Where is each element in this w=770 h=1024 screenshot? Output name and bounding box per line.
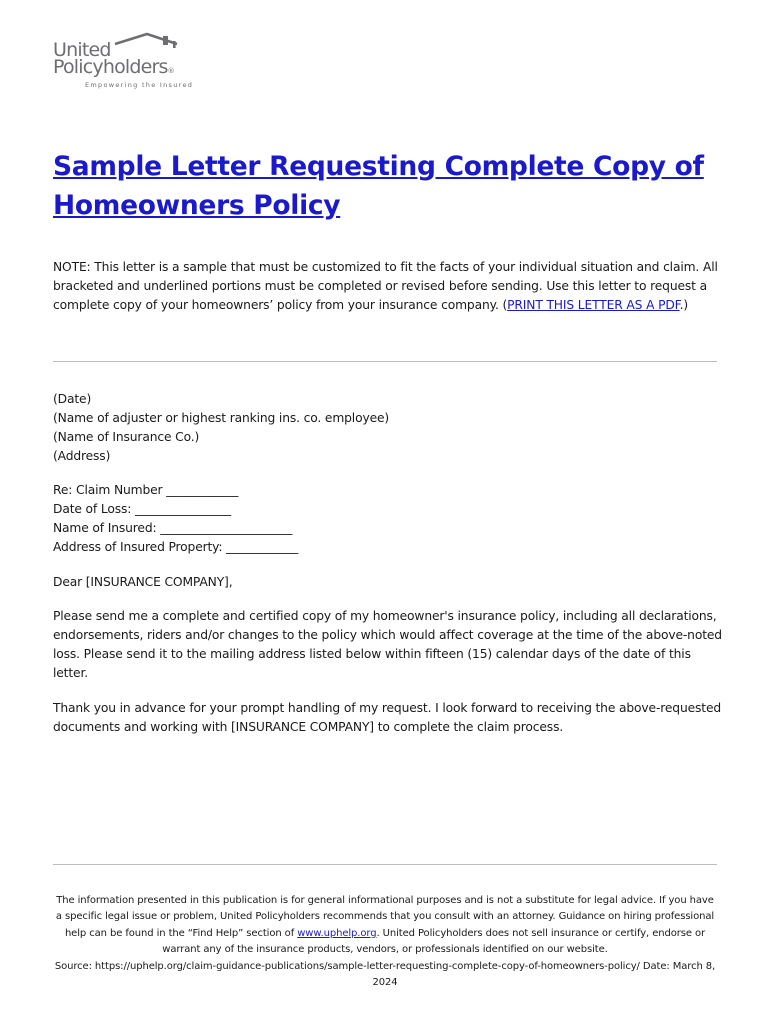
date-of-loss-line: Date of Loss: ________________ — [53, 502, 231, 516]
uphelp-website-link[interactable]: www.uphelp.org — [297, 927, 377, 939]
disclaimer-text-continued: . United Policyholders does not sell insurance or certify, endorse or warrant any of the insurance products, vendors, or professionals identified on our website. — [162, 927, 706, 956]
note-end: .) — [679, 298, 689, 312]
address-placeholder: (Address) — [53, 449, 111, 463]
address-block — [53, 390, 723, 466]
source-citation: Source: https://uphelp.org/claim-guidance-publications/sample-letter-requesting-complete-copy-of-homeowners-policy/ Date: March 8, 2024 — [54, 960, 716, 989]
divider-top — [53, 361, 717, 362]
house-roof-icon — [111, 32, 181, 48]
insurance-company-placeholder: (Name of Insurance Co.) — [53, 430, 200, 444]
salutation: Dear [INSURANCE COMPANY], — [53, 575, 233, 589]
request-paragraph: Please send me a complete and certified copy of my homeowner's insurance policy, including all declarations, endorsements, riders and/or changes to the policy which would affect coverage at the time of the above-noted loss. Please send it to the mailing address listed below within fifteen (15) calendar days of the date of this letter. — [53, 609, 722, 680]
page-title[interactable]: Sample Letter Requesting Complete Copy of Homeowners Policy — [53, 151, 704, 221]
logo-text-policyholders: Policyholders® — [53, 56, 174, 78]
logo-text-united: United — [53, 39, 111, 61]
disclaimer-text: The information presented in this publication is for general informational purposes and is not a substitute for legal advice. If you have a specific legal issue or problem, United Policyholders recommends that you consult with an attorney. Guidance on hiring professional help can be found in the “Find Help” section of — [55, 895, 715, 939]
insured-property-address-line: Address of Insured Property: ____________ — [53, 540, 299, 554]
trademark-symbol: ® — [167, 67, 174, 75]
claim-number-line: Re: Claim Number ____________ — [53, 483, 239, 497]
logo-tagline: Empowering the Insured — [85, 81, 194, 89]
united-policyholders-logo — [53, 32, 203, 92]
print-pdf-link[interactable]: PRINT THIS LETTER AS A PDF — [507, 298, 680, 312]
date-placeholder: (Date) — [53, 392, 92, 406]
note-paragraph — [53, 258, 723, 315]
footer-disclaimer — [53, 893, 717, 991]
closing-paragraph: Thank you in advance for your prompt handling of my request. I look forward to receiving the above-requested documents and working with [INSURANCE COMPANY] to complete the claim process. — [53, 701, 722, 734]
divider-bottom — [53, 864, 717, 865]
claim-details-block — [53, 481, 723, 557]
adjuster-name-placeholder: (Name of adjuster or highest ranking ins. co. employee) — [53, 411, 390, 425]
note-text: NOTE: This letter is a sample that must be customized to fit the facts of your individual situation and claim. All bracketed and underlined portions must be completed or revised before sending. Use this letter to request a complete copy of your homeowners’ policy from your insurance company. ( — [53, 260, 718, 312]
name-of-insured-line: Name of Insured: ______________________ — [53, 521, 293, 535]
